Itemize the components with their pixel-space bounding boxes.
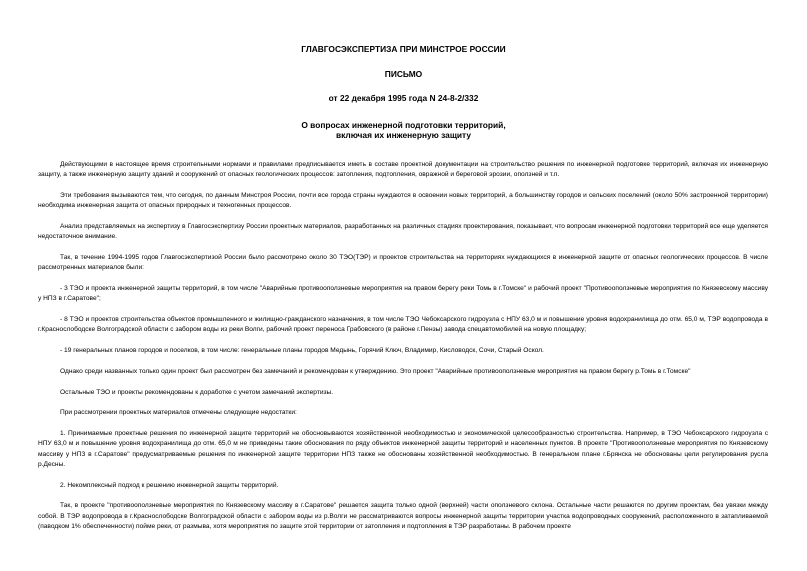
document-title-line-1: О вопросах инженерной подготовки территорий, <box>301 120 506 130</box>
issuing-organization: ГЛАВГОСЭКСПЕРТИЗА ПРИ МИНСТРОЕ РОССИИ <box>301 44 506 54</box>
paragraph: При рассмотрении проектных материалов отмечены следующие недостатки: <box>60 409 297 417</box>
paragraph: Так, в проекте "противооползневые мероприятия по Князевскому массиву в г.Саратове" решается защита только одной (верхней) части оползневого склона. Остальные части решаются по другим проектам, без увязки между собой. В ТЭР водопровода в г.Краснослободске Волгоградской области с забором воды из р.Волги не рассматриваются вопросы инженерной защиты территории участка водопроводных сооружений, расположенного в затапливаемой (паводком 1% обеспеченности) пойме реки, от размыва, хотя мероприятия по защите этой территории от затопления и подтопления в ТЭР разработаны. В рабочем проекте <box>38 502 768 530</box>
paragraph: Однако среди названных только один проект был рассмотрен без замечаний и рекомендован к утверждению. Это проект "Аварийные противооползневые мероприятия на правом берегу р.Томь в г.Томске" <box>60 367 691 375</box>
document-type: ПИСЬМО <box>384 69 423 79</box>
numbered-item: 1. Принимаемые проектные решения по инженерной защите территорий не обосновываются хозяйственной необходимостью и экономической целесообразностью строительства. Например, в ТЭО Чебоксарского гидроузла с НПУ 63,0 м и повышение уровня водохранилища до отм. 65,0 м не приведены такие обоснования по ряду объектов инженерной защиты территорий и населенных пунктов. В проекте "Противооползневые мероприятия по Князевскому массиву у НПЗ в г.Саратове" предусматриваемые решения по инженерной защите территории НПЗ также не обоснованы хозяйственной необходимостью. В генеральном плане г.Брянска не обоснованы цели регулирования русла р.Десны. <box>38 430 768 468</box>
paragraph: Анализ представляемых на экспертизу в Главгосэкспертизу России проектных материалов, разработанных на различных стадиях проектирования, показывает, что вопросам инженерной подготовки территорий все еще уделяется недостаточное внимание. <box>38 223 768 241</box>
list-item: - 19 генеральных планов городов и поселков, в том числе: генеральные планы городов Медынь, Горячий Ключ, Владимир, Кисловодск, Сочи, Старый Оскол. <box>60 347 544 354</box>
list-item: - 8 ТЭО и проектов строительства объектов промышленного и жилищно-гражданского назначения, в том числе ТЭО Чебоксарского гидроузла с НПУ 63,0 м и повышение уровня водохранилища до отм. 65,0 м, ТЭР водопровода в г.Краснослободске Волгоградской области с забором воды из реки Волги, рабочий проект переноса Грабовского (в районе г.Пензы) завода спецавтомобилей на новую площадку; <box>38 316 768 334</box>
paragraph: Действующими в настоящее время строительными нормами и правилами предписывается иметь в составе проектной документации на строительство решения по инженерной подготовке территорий, включая их инженерную защиту, а также инженерную защиту зданий и сооружений от опасных геологических процессов: затопления, подтопления, овражной и береговой эрозии, оползней и т.п. <box>38 161 768 179</box>
document-date-number: от 22 декабря 1995 года N 24-8-2/332 <box>328 93 479 103</box>
paragraph: Так, в течение 1994-1995 годов Главгосэкспертизой России было рассмотрено около 30 ТЭО(ТЭР) и проектов строительства на территориях нуждающихся в инженерной защите от опасных геологических процессов. В числе рассмотренных материалов были: <box>38 254 768 272</box>
letter-body <box>38 160 768 543</box>
paragraph: Эти требования вызываются тем, что сегодня, по данным Минстроя России, почти все города страны нуждаются в освоении новых территорий, а большинству городов и сельских поселений (около 50% застроенной территории) необходима инженерная защита от опасных природных и техногенных процессов. <box>38 192 768 210</box>
paragraph: Остальные ТЭО и проекты рекомендованы к доработке с учетом замечаний экспертизы. <box>60 388 334 396</box>
document-title-line-2: включая их инженерную защиту <box>335 130 472 140</box>
list-item: - 3 ТЭО и проекта инженерной защиты территорий, в том числе "Аварийные противооползневые мероприятия на правом берегу реки Томь в г.Томске" и рабочий проект "Противооползневые мероприятия по Князевскому массиву у НПЗ в г.Саратове"; <box>38 285 768 303</box>
numbered-item: 2. Некомплексный подход к решению инженерной защиты территорий. <box>60 481 279 489</box>
